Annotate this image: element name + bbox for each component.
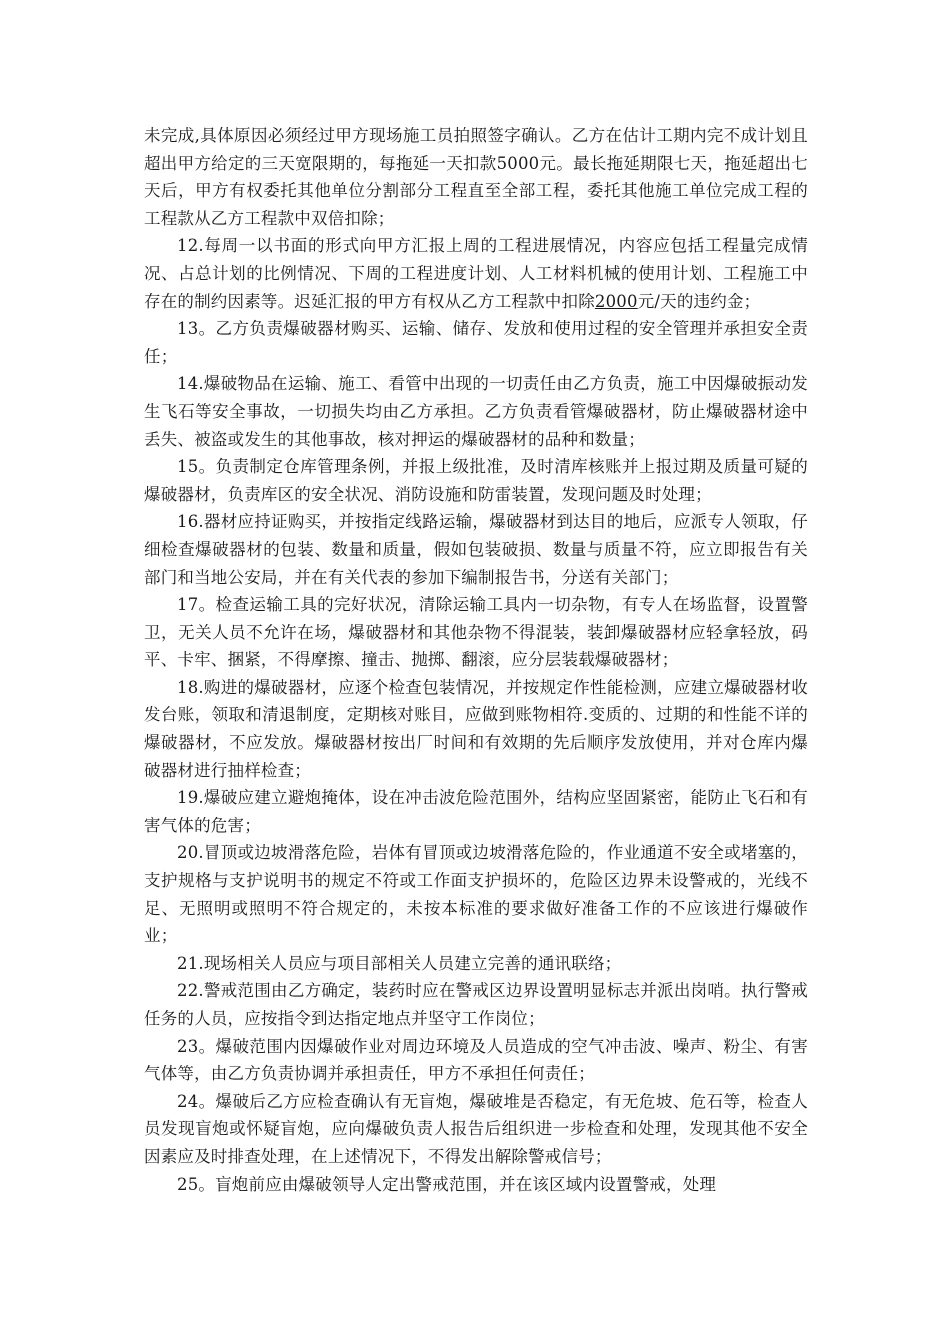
clause-24 — [144, 1088, 808, 1171]
clause-12 — [144, 232, 808, 315]
clause-13 — [144, 315, 808, 370]
clause-18 — [144, 674, 808, 784]
clause-text: 13。乙方负责爆破器材购买、运输、储存、发放和使用过程的安全管理并承担安全责任； — [144, 319, 808, 366]
clause-17 — [144, 591, 808, 674]
paragraph-continuation — [144, 122, 808, 232]
clause-text: 12.每周一以书面的形式向甲方汇报上周的工程进展情况，内容应包括工程量完成情况、占总计划的比例情况、下周的工程进度计划、人工材料机械的使用计划、工程施工中存在的制约因素等。迟延汇报的甲方有权从乙方工程款中扣除 — [144, 236, 808, 311]
penalty-amount: 2000 — [594, 291, 638, 311]
clause-text: 19.爆破应建立避炮掩体，设在冲击波危险范围外，结构应坚固紧密，能防止飞石和有害气体的危害； — [144, 788, 808, 835]
clause-text: 25。盲炮前应由爆破领导人定出警戒范围，并在该区域内设置警戒，处理 — [177, 1174, 717, 1194]
clause-19 — [144, 784, 808, 839]
clause-text: 17。检查运输工具的完好状况，清除运输工具内一切杂物，有专人在场监督，设置警卫，无关人员不允许在场，爆破器材和其他杂物不得混装，装卸爆破器材应轻拿轻放，码平、卡牢、捆紧，不得摩擦、撞击、抛掷、翻滚，应分层装载爆破器材； — [144, 595, 808, 670]
clause-22 — [144, 977, 808, 1032]
clause-23 — [144, 1033, 808, 1088]
paragraph-text: 未完成,具体原因必须经过甲方现场施工员拍照签字确认。乙方在估计工期内完不成计划且超出甲方给定的三天宽限期的，每拖延一天扣款5000元。最长拖延期限七天，拖延超出七天后，甲方有权委托其他单位分割部分工程直至全部工程，委托其他施工单位完成工程的工程款从乙方工程款中双倍扣除； — [144, 126, 808, 228]
clause-text: 18.购进的爆破器材，应逐个检查包装情况，并按规定作性能检测，应建立爆破器材收发台账，领取和清退制度，定期核对账目，应做到账物相符.变质的、过期的和性能不详的爆破器材，不应发放。爆破器材按出厂时间和有效期的先后顺序发放使用，并对仓库内爆破器材进行抽样检查； — [144, 677, 808, 780]
clause-text: 20.冒顶或边坡滑落危险，岩体有冒顶或边坡滑落危险的，作业通道不安全或堵塞的，支护规格与支护说明书的规定不符或工作面支护损坏的，危险区边界未设警戒的，光线不足、无照明或照明不符合规定的，未按本标准的要求做好准备工作的不应该进行爆破作业； — [144, 843, 808, 946]
clause-14 — [144, 370, 808, 453]
contract-text-body — [144, 122, 808, 1198]
clause-text: 15。负责制定仓库管理条例，并报上级批准，及时清库核账并上报过期及质量可疑的爆破器材，负责库区的安全状况、消防设施和防雷装置，发现问题及时处理； — [144, 457, 808, 504]
clause-text: 14.爆破物品在运输、施工、看管中出现的一切责任由乙方负责，施工中因爆破振动发生飞石等安全事故，一切损失均由乙方承担。乙方负责看管爆破器材，防止爆破器材途中丢失、被盗或发生的其他事故，核对押运的爆破器材的品种和数量； — [144, 374, 808, 449]
clause-text: 24。爆破后乙方应检查确认有无盲炮，爆破堆是否稳定，有无危坡、危石等，检查人员发现盲炮或怀疑盲炮，应向爆破负责人报告后组织进一步检查和处理，发现其他不安全因素应及时排查处理，在上述情况下，不得发出解除警戒信号； — [144, 1091, 808, 1166]
clause-text: 元/天的违约金； — [637, 291, 761, 311]
clause-text: 16.器材应持证购买，并按指定线路运输，爆破器材到达目的地后，应派专人领取，仔细检查爆破器材的包装、数量和质量，假如包装破损、数量与质量不符，应立即报告有关部门和当地公安局，并在有关代表的参加下编制报告书，分送有关部门； — [144, 512, 808, 587]
clause-text: 22.警戒范围由乙方确定，装药时应在警戒区边界设置明显标志并派出岗哨。执行警戒任务的人员，应按指令到达指定地点并坚守工作岗位； — [144, 981, 808, 1028]
clause-16 — [144, 508, 808, 591]
clause-15 — [144, 453, 808, 508]
clause-25 — [144, 1171, 808, 1199]
clause-21 — [144, 950, 808, 978]
clause-text: 23。爆破范围内因爆破作业对周边环境及人员造成的空气冲击波、噪声、粉尘、有害气体等，由乙方负责协调并承担责任，甲方不承担任何责任； — [144, 1036, 808, 1084]
clause-20 — [144, 839, 808, 949]
clause-text: 21.现场相关人员应与项目部相关人员建立完善的通讯联络； — [177, 953, 622, 973]
